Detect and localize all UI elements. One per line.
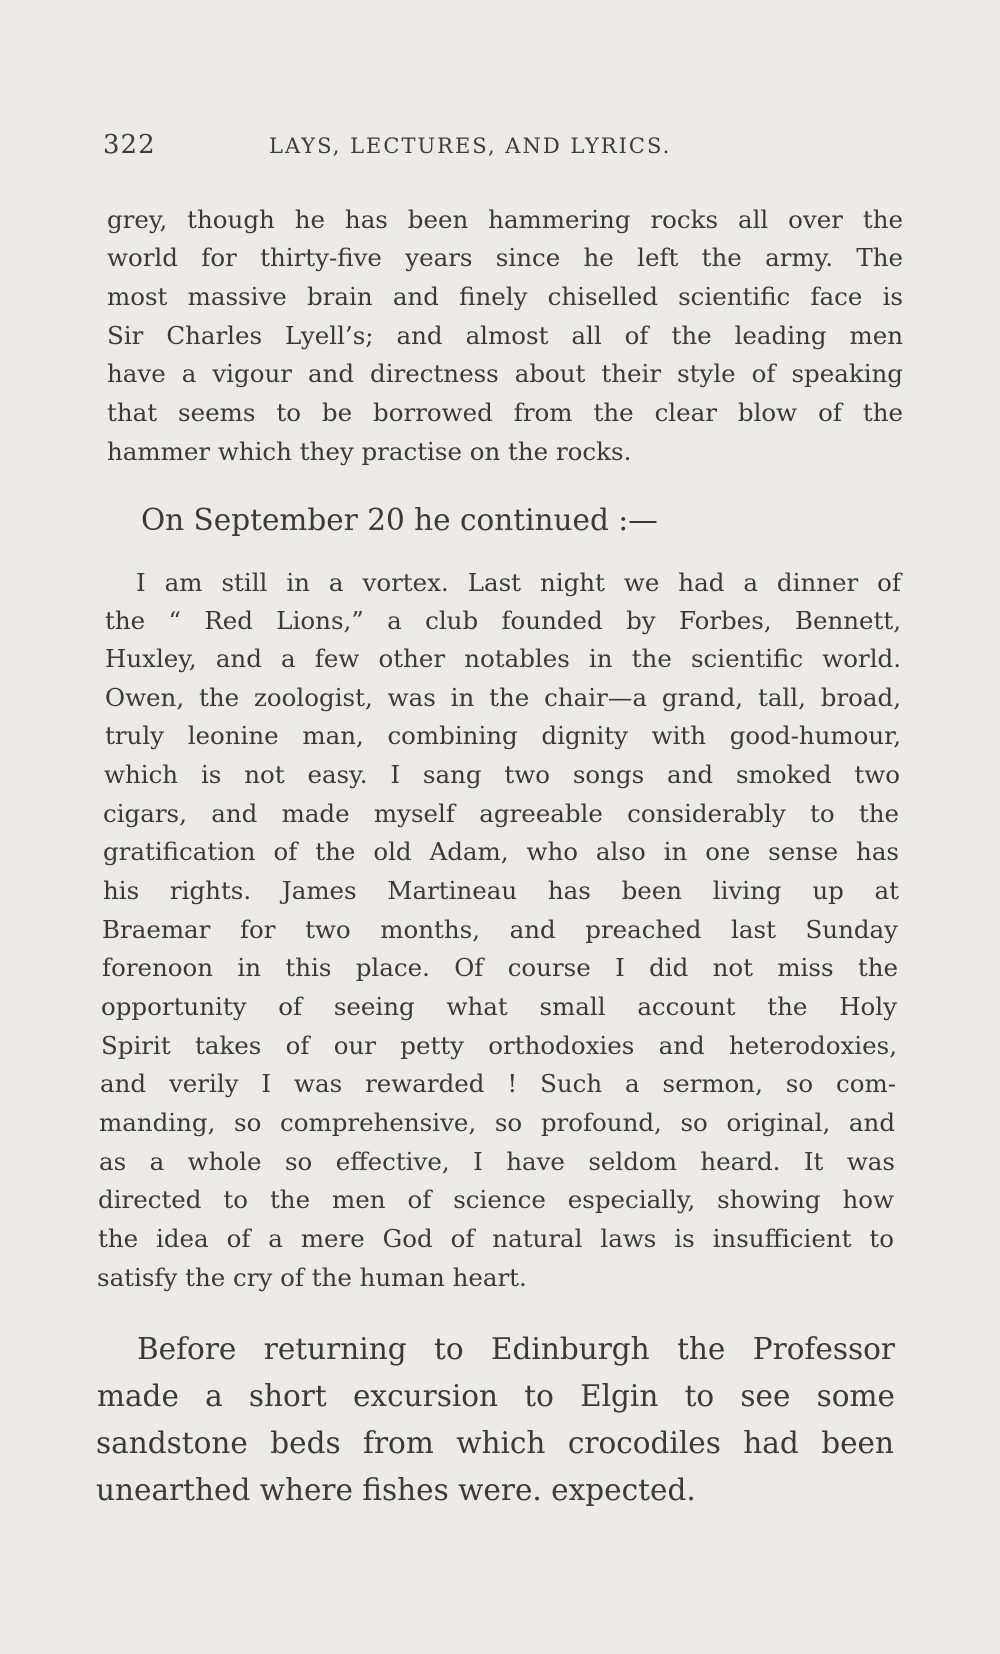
text-line: which is not easy. I sang two songs and smoked two [104, 760, 900, 789]
text-line: Spirit takes of our petty orthodoxies and heterodoxies, [101, 1031, 897, 1060]
text-line: directed to the men of science especially, showing how [98, 1185, 894, 1214]
text-line: Braemar for two months, and preached last Sunday [102, 915, 898, 944]
narrative-line: sandstone beds from which crocodiles had been [96, 1426, 894, 1460]
text-line: have a vigour and directness about their style of speaking [107, 359, 903, 388]
text-line: hammer which they practise on the rocks. [107, 437, 632, 466]
text-line: and verily I was rewarded ! Such a sermon, so com- [100, 1069, 896, 1098]
running-title: LAYS, LECTURES, AND LYRICS. [269, 134, 672, 158]
text-line: gratification of the old Adam, who also in one sense has [103, 837, 899, 866]
text-line: Sir Charles Lyell’s; and almost all of the leading men [107, 321, 903, 350]
text-line: that seems to be borrowed from the clear blow of the [107, 398, 903, 427]
text-line: Owen, the zoologist, was in the chair—a grand, tall, broad, [105, 683, 901, 712]
narrative-line: Before returning to Edinburgh the Professor [137, 1332, 895, 1366]
text-line: satisfy the cry of the human heart. [97, 1263, 527, 1292]
text-line: manding, so comprehensive, so profound, so original, and [99, 1108, 895, 1137]
text-line: world for thirty-five years since he left the army. The [107, 243, 903, 272]
narrative-line: made a short excursion to Elgin to see some [97, 1379, 895, 1413]
page-header [103, 130, 903, 170]
page-number: 322 [103, 130, 156, 160]
text-line: the “ Red Lions,” a club founded by Forbes, Bennett, [105, 606, 901, 635]
narrative-line: unearthed where fishes were. expected. [96, 1473, 696, 1507]
text-line: I am still in a vortex. Last night we had a dinner of [136, 568, 901, 597]
text-line: Huxley, and a few other notables in the scientific world. [105, 644, 901, 673]
text-line: his rights. James Martineau has been living up at [103, 876, 899, 905]
text-line: forenoon in this place. Of course I did not miss the [102, 953, 898, 982]
text-line: opportunity of seeing what small account the Holy [101, 992, 897, 1021]
text-line: cigars, and made myself agreeable considerably to the [103, 799, 899, 828]
text-line: as a whole so effective, I have seldom heard. It was [99, 1147, 895, 1176]
text-line: grey, though he has been hammering rocks all over the [107, 205, 903, 234]
text-line: most massive brain and finely chiselled scientific face is [107, 282, 903, 311]
text-line: truly leonine man, combining dignity with good-humour, [105, 721, 901, 750]
narrative-line: On September 20 he continued :— [141, 503, 658, 537]
text-line: the idea of a mere God of natural laws is insufficient to [98, 1224, 894, 1253]
